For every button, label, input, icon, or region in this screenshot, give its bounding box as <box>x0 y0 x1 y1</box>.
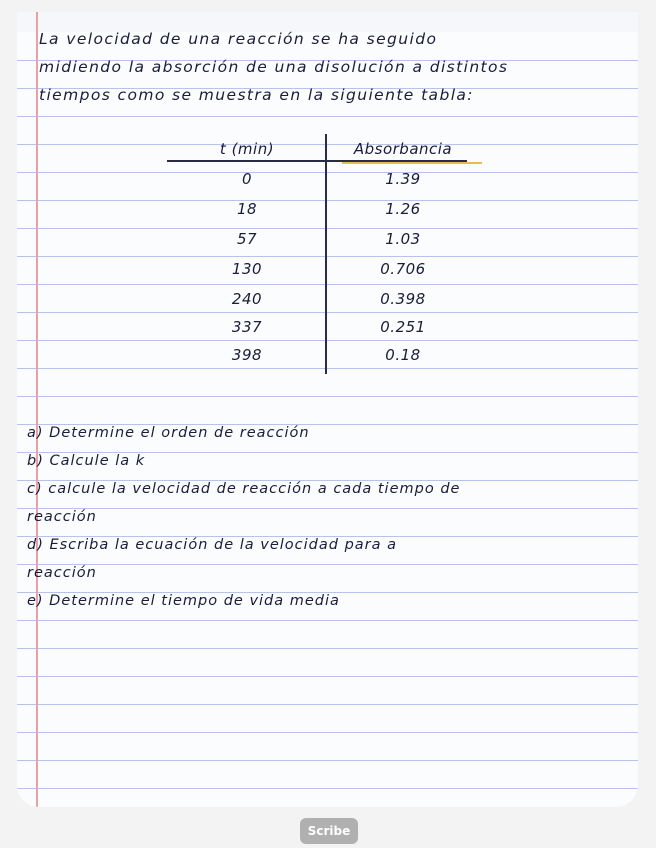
table-header-absorbance: Absorbancia <box>353 140 453 158</box>
question-c-continued: reacción <box>27 509 97 525</box>
question-e: e) Determine el tiempo de vida media <box>27 593 340 609</box>
table-cell-absorbance: 1.03 <box>385 230 421 248</box>
table-cell-time: 130 <box>231 260 263 278</box>
table-cell-absorbance: 1.39 <box>385 170 421 188</box>
header-highlight <box>342 162 482 164</box>
question-d: d) Escriba la ecuación de la velocidad para a <box>27 537 398 553</box>
intro-line-2: midiendo la absorción de una disolución a distintos <box>39 58 509 76</box>
page-top-strip <box>17 12 638 32</box>
table-divider-vertical <box>325 134 327 374</box>
table-cell-time: 337 <box>231 318 263 336</box>
intro-line-3: tiempos como se muestra en la siguiente tabla: <box>39 86 474 104</box>
question-a: a) Determine el orden de reacción <box>27 425 310 441</box>
table-cell-absorbance: 0.398 <box>380 290 426 308</box>
table-cell-time: 57 <box>236 230 258 248</box>
table-header-time: t (min) <box>219 140 275 158</box>
table-cell-time: 18 <box>236 200 258 218</box>
scribe-logo-button[interactable]: Scribe <box>300 818 358 844</box>
question-b: b) Calcule la k <box>27 453 146 469</box>
table-cell-absorbance: 0.706 <box>380 260 426 278</box>
question-c: c) calcule la velocidad de reacción a cada tiempo de <box>27 481 461 497</box>
table-cell-time: 0 <box>241 170 253 188</box>
question-d-continued: reacción <box>27 565 97 581</box>
table-cell-time: 240 <box>231 290 263 308</box>
table-cell-time: 398 <box>231 346 263 364</box>
table-cell-absorbance: 0.251 <box>380 318 426 336</box>
table-cell-absorbance: 0.18 <box>385 346 421 364</box>
table-cell-absorbance: 1.26 <box>385 200 421 218</box>
notebook-page <box>17 12 638 807</box>
red-margin-line <box>36 12 38 807</box>
intro-line-1: La velocidad de una reacción se ha seguido <box>39 30 438 48</box>
